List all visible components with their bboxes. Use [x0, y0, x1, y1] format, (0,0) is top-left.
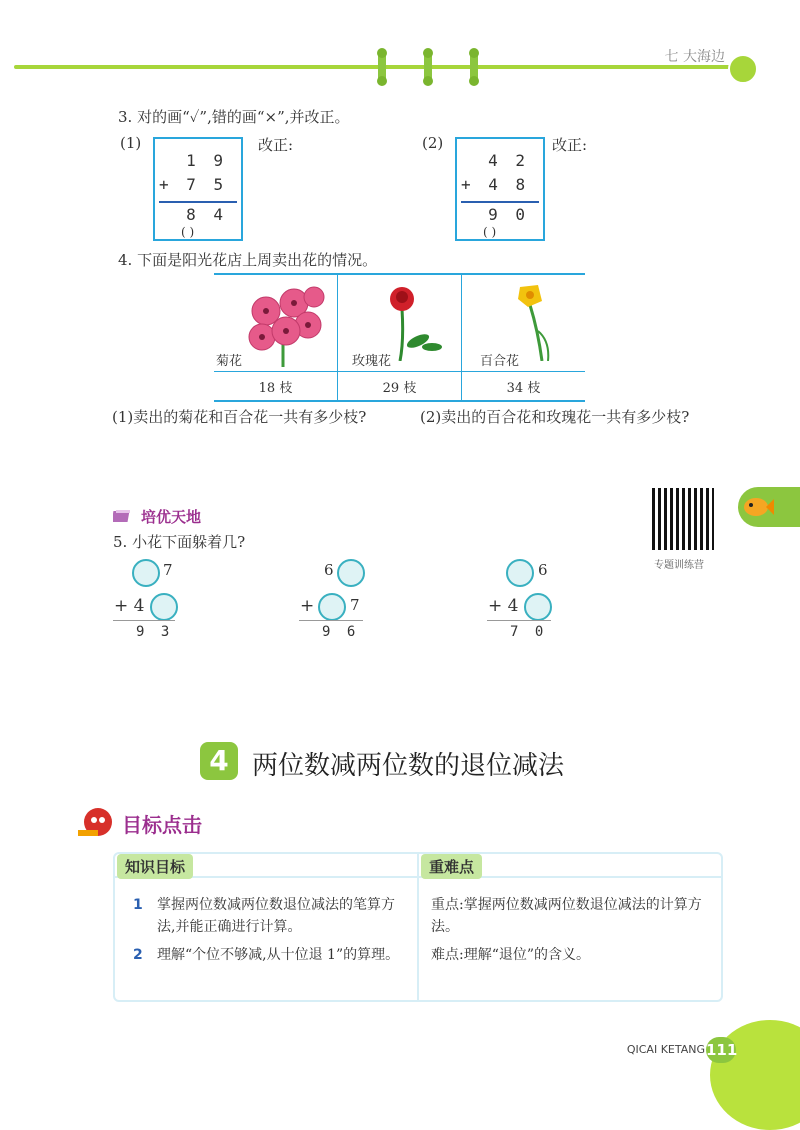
- difficulty-tab: 重难点: [421, 854, 482, 879]
- q4-prompt: 4. 下面是阳光花店上周卖出花的情况。: [118, 251, 378, 269]
- p2-result: 9 6: [322, 624, 360, 640]
- p1-plus: + 4: [114, 596, 145, 616]
- q3-item1-top: 1 9: [186, 151, 227, 170]
- knowledge-item-number: 1: [133, 897, 143, 913]
- side-tab: [738, 487, 800, 527]
- binder-pin-icon: [470, 50, 478, 84]
- q5-prompt: 5. 小花下面躲着几?: [113, 533, 246, 551]
- hidden-digit-flower-icon[interactable]: [132, 559, 160, 587]
- flower-count-chrysanthemum: 18 枝: [214, 372, 338, 401]
- binder-pin-icon: [378, 50, 386, 84]
- advanced-heading: 培优天地: [141, 508, 202, 526]
- p1-result: 9 3: [136, 624, 174, 640]
- q3-item2-plus: + 4 8: [461, 175, 530, 194]
- hidden-digit-flower-icon[interactable]: [150, 593, 178, 621]
- q4-sub1: (1)卖出的菊花和百合花一共有多少枝?: [112, 408, 367, 426]
- lesson-number: 4: [200, 742, 238, 780]
- q3-item1-label: (1): [120, 134, 142, 152]
- flower-cell-rose: [338, 275, 462, 372]
- knowledge-item-2: 理解“个位不够减,从十位退 1”的算理。: [157, 947, 400, 963]
- q3-item2-blank[interactable]: ( ): [483, 225, 497, 239]
- mascot-icon: [728, 54, 758, 84]
- hidden-digit-flower-icon[interactable]: [337, 559, 365, 587]
- p2-a: 6: [324, 561, 334, 579]
- q3-item2-top: 4 2: [488, 151, 529, 170]
- hidden-digit-flower-icon[interactable]: [506, 559, 534, 587]
- goals-divider: [417, 854, 419, 1000]
- q3-item2-result: 9 0: [488, 205, 529, 224]
- apple-mascot-icon: [74, 804, 114, 840]
- page-number: 111: [706, 1037, 736, 1063]
- key-point: 重点:掌握两位数减两位数退位减法的计算方法。: [431, 897, 702, 935]
- p3-result: 7 0: [510, 624, 548, 640]
- lesson-title: 两位数减两位数的退位减法: [252, 751, 565, 781]
- flower-cell-chrysanthemum: [214, 275, 338, 372]
- q3-item1-fix: 改正:: [258, 136, 294, 154]
- knowledge-item-1: 掌握两位数减两位数退位减法的笔算方法,并能正确进行计算。: [157, 897, 395, 935]
- p2-plus: +: [300, 596, 315, 616]
- difficult-point: 难点:理解“退位”的含义。: [431, 947, 591, 963]
- flower-name-chrysanthemum: 菊花: [216, 354, 243, 369]
- flower-sales-table: [214, 273, 585, 402]
- flower-count-rose: 29 枝: [338, 372, 462, 401]
- hidden-digit-flower-icon[interactable]: [524, 593, 552, 621]
- footer-brand: QICAI KETANG: [626, 1043, 705, 1056]
- q3-item1-result: 8 4: [186, 205, 227, 224]
- q4-sub2: (2)卖出的百合花和玫瑰花一共有多少枝?: [420, 408, 690, 426]
- p2-rule: [299, 620, 363, 621]
- q3-prompt: 3. 对的画“✓”,错的画“×”,并改正。: [118, 108, 350, 126]
- flower-count-lily: 34 枝: [506, 380, 541, 396]
- hidden-digit-flower-icon[interactable]: [318, 593, 346, 621]
- chapter-title: 七 大海边: [664, 49, 725, 65]
- q3-item1-rule: [159, 201, 237, 203]
- q3-item1-plus: + 7 5: [159, 175, 228, 194]
- goals-heading: 目标点击: [122, 813, 202, 837]
- qr-caption: 专题训练营: [654, 560, 704, 571]
- flower-cell-lily: [462, 275, 586, 372]
- p1-rule: [113, 620, 175, 621]
- p3-rule: [487, 620, 551, 621]
- p1-a: 7: [163, 561, 173, 579]
- goals-table: [113, 852, 723, 1002]
- flower-name-rose: 玫瑰花: [352, 354, 392, 369]
- fish-icon: [742, 493, 774, 521]
- p2-b: 7: [350, 596, 360, 614]
- p3-plus: + 4: [488, 596, 519, 616]
- q3-item2-label: (2): [422, 134, 444, 152]
- lily-icon: [508, 281, 558, 361]
- flower-name-lily: 百合花: [480, 354, 520, 369]
- chrysanthemum-icon: [236, 281, 330, 367]
- p3-a: 6: [538, 561, 548, 579]
- rose-icon: [378, 281, 448, 361]
- q3-item1-box: [153, 137, 243, 241]
- q3-item2-fix: 改正:: [552, 136, 588, 154]
- q3-item2-box: [455, 137, 545, 241]
- knowledge-item-number: 2: [133, 947, 143, 963]
- q3-item2-rule: [461, 201, 539, 203]
- q3-item1-blank[interactable]: ( ): [181, 225, 195, 239]
- qr-code-icon[interactable]: [652, 488, 714, 550]
- knowledge-tab: 知识目标: [117, 854, 193, 879]
- book-icon: [113, 508, 133, 524]
- binder-pin-icon: [424, 50, 432, 84]
